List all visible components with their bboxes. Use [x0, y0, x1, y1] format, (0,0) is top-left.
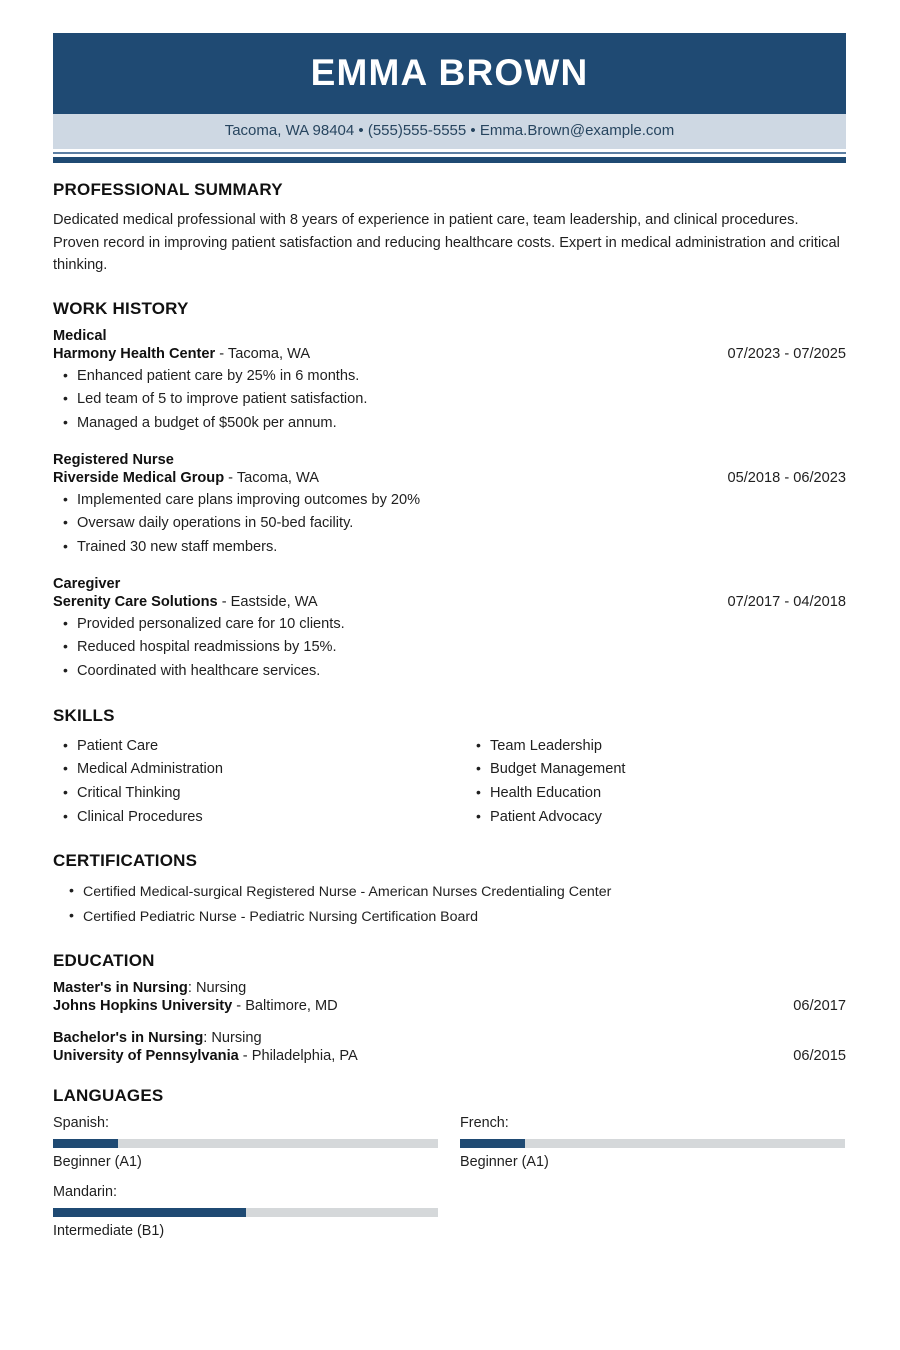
job-dates: 07/2017 - 04/2018 [727, 593, 846, 610]
spacer [53, 560, 846, 576]
job-title: Registered Nurse [53, 451, 174, 468]
candidate-name: EMMA BROWN [310, 52, 589, 93]
section-work-history [53, 299, 846, 684]
education-degree: Master's in Nursing [53, 980, 188, 996]
spacer [53, 1064, 846, 1086]
job-bullets [53, 489, 846, 560]
summary-text: Dedicated medical professional with 8 years of experience in patient care, team leadership, and clinical procedures. Proven record in improving patient satisfaction and reducing healthcare costs. Expert in medical administration and critical thinking. [53, 212, 840, 274]
contact-band [53, 114, 846, 149]
certification-item: • Certified Medical-surgical Registered Nurse - American Nurses Credentialing Center [83, 880, 846, 904]
header-rule-thick [53, 157, 846, 163]
skill-item: • Health Education [490, 782, 846, 806]
section-title-skills: SKILLS [53, 705, 115, 725]
job-title: Caregiver [53, 575, 121, 592]
language-level: Beginner (A1) [53, 1154, 142, 1170]
education-field: : Nursing [187, 980, 247, 996]
languages-grid [53, 1115, 846, 1253]
education-school: Johns Hopkins University [53, 998, 233, 1014]
job-location: - Tacoma, WA [224, 469, 320, 486]
job-title: Medical [53, 327, 107, 344]
job-company-location [53, 346, 310, 362]
job-bullet: • Reduced hospital readmissions by 15%. [77, 636, 846, 660]
certifications-list [53, 880, 846, 929]
job-company-location [53, 594, 318, 610]
job-bullet: • Coordinated with healthcare services. [77, 660, 846, 684]
language-proficiency-fill [53, 1208, 246, 1217]
section-title-education: EDUCATION [53, 951, 155, 970]
skills-column-left [53, 735, 466, 830]
job-location: - Tacoma, WA [215, 345, 311, 362]
skill-item: • Budget Management [490, 758, 846, 782]
spacer [53, 1014, 846, 1030]
certification-item: • Certified Pediatric Nurse - Pediatric Nursing Certification Board [83, 905, 846, 929]
job-bullets [53, 365, 846, 436]
language-name: French: [460, 1115, 509, 1131]
skill-item: • Clinical Procedures [77, 806, 466, 830]
name-band [53, 33, 846, 114]
language-name: Mandarin: [53, 1184, 117, 1200]
header-rule-thin [53, 152, 846, 154]
language-item [53, 1115, 449, 1170]
education-school-line [53, 1048, 846, 1064]
job-company-location [53, 470, 319, 486]
job-bullet: • Oversaw daily operations in 50-bed facility. [77, 512, 846, 536]
education-school-location [53, 1048, 358, 1064]
section-languages [53, 1086, 846, 1253]
resume-header [53, 33, 846, 163]
skills-column-right [466, 735, 846, 830]
education-degree-line [53, 1030, 846, 1046]
education-entry [53, 1030, 846, 1064]
education-date: 06/2017 [793, 998, 846, 1014]
section-title-work-history: WORK HISTORY [53, 298, 189, 318]
education-school-line [53, 998, 846, 1014]
skill-item: • Patient Care [77, 735, 466, 759]
education-entry [53, 980, 846, 1014]
language-proficiency-fill [460, 1139, 525, 1148]
skill-item: • Critical Thinking [77, 782, 466, 806]
section-skills [53, 706, 846, 830]
spacer [53, 436, 846, 452]
job-header-line [53, 346, 846, 362]
resume-body [53, 180, 846, 1253]
language-proficiency-fill [53, 1139, 118, 1148]
job-dates: 05/2018 - 06/2023 [727, 469, 846, 486]
language-item [53, 1184, 449, 1239]
language-name: Spanish: [53, 1115, 110, 1131]
job-bullet: • Managed a budget of $500k per annum. [77, 412, 846, 436]
skill-item: • Patient Advocacy [490, 806, 846, 830]
job-bullet: • Led team of 5 to improve patient satisfaction. [77, 388, 846, 412]
education-degree: Bachelor's in Nursing [53, 1030, 204, 1046]
spacer [53, 829, 846, 851]
language-item [449, 1115, 845, 1170]
job-bullet: • Trained 30 new staff members. [77, 536, 846, 560]
language-level: Beginner (A1) [460, 1154, 549, 1170]
job-bullets [53, 613, 846, 684]
job-dates: 07/2023 - 07/2025 [727, 345, 846, 362]
spacer [53, 277, 846, 299]
section-title-summary: PROFESSIONAL SUMMARY [53, 180, 283, 199]
education-location: - Philadelphia, PA [238, 1048, 358, 1064]
education-school-location [53, 998, 338, 1014]
job-header-line [53, 594, 846, 610]
language-proficiency-track [460, 1139, 845, 1148]
job-company: Riverside Medical Group [53, 469, 225, 486]
job-location: - Eastside, WA [217, 593, 318, 610]
language-proficiency-track [53, 1139, 438, 1148]
skills-list-right [466, 735, 846, 830]
skill-item: • Team Leadership [490, 735, 846, 759]
language-level: Intermediate (B1) [53, 1223, 165, 1239]
section-certifications [53, 851, 846, 929]
education-location: - Baltimore, MD [232, 998, 338, 1014]
education-date: 06/2015 [793, 1048, 846, 1064]
job-bullet: • Enhanced patient care by 25% in 6 months. [77, 365, 846, 389]
job-header-line [53, 470, 846, 486]
education-degree-line [53, 980, 846, 996]
job-bullet: • Provided personalized care for 10 clients. [77, 613, 846, 637]
contact-line: Tacoma, WA 98404 • (555)555-5555 • Emma.Brown@example.com [224, 121, 675, 139]
spacer [53, 684, 846, 706]
education-school: University of Pennsylvania [53, 1048, 239, 1064]
education-field: : Nursing [203, 1030, 262, 1046]
skill-item: • Medical Administration [77, 758, 466, 782]
spacer [53, 929, 846, 951]
skills-list-left [53, 735, 466, 830]
section-title-certifications: CERTIFICATIONS [53, 851, 198, 871]
job-entry [53, 328, 846, 436]
job-entry [53, 576, 846, 684]
job-entry [53, 452, 846, 560]
section-title-languages: LANGUAGES [53, 1086, 164, 1105]
job-bullet: • Implemented care plans improving outcomes by 20% [77, 489, 846, 513]
section-education [53, 951, 846, 1064]
job-company: Harmony Health Center [53, 345, 216, 362]
job-company: Serenity Care Solutions [53, 593, 218, 610]
section-professional-summary [53, 180, 846, 277]
skills-columns [53, 735, 846, 830]
language-proficiency-track [53, 1208, 438, 1217]
